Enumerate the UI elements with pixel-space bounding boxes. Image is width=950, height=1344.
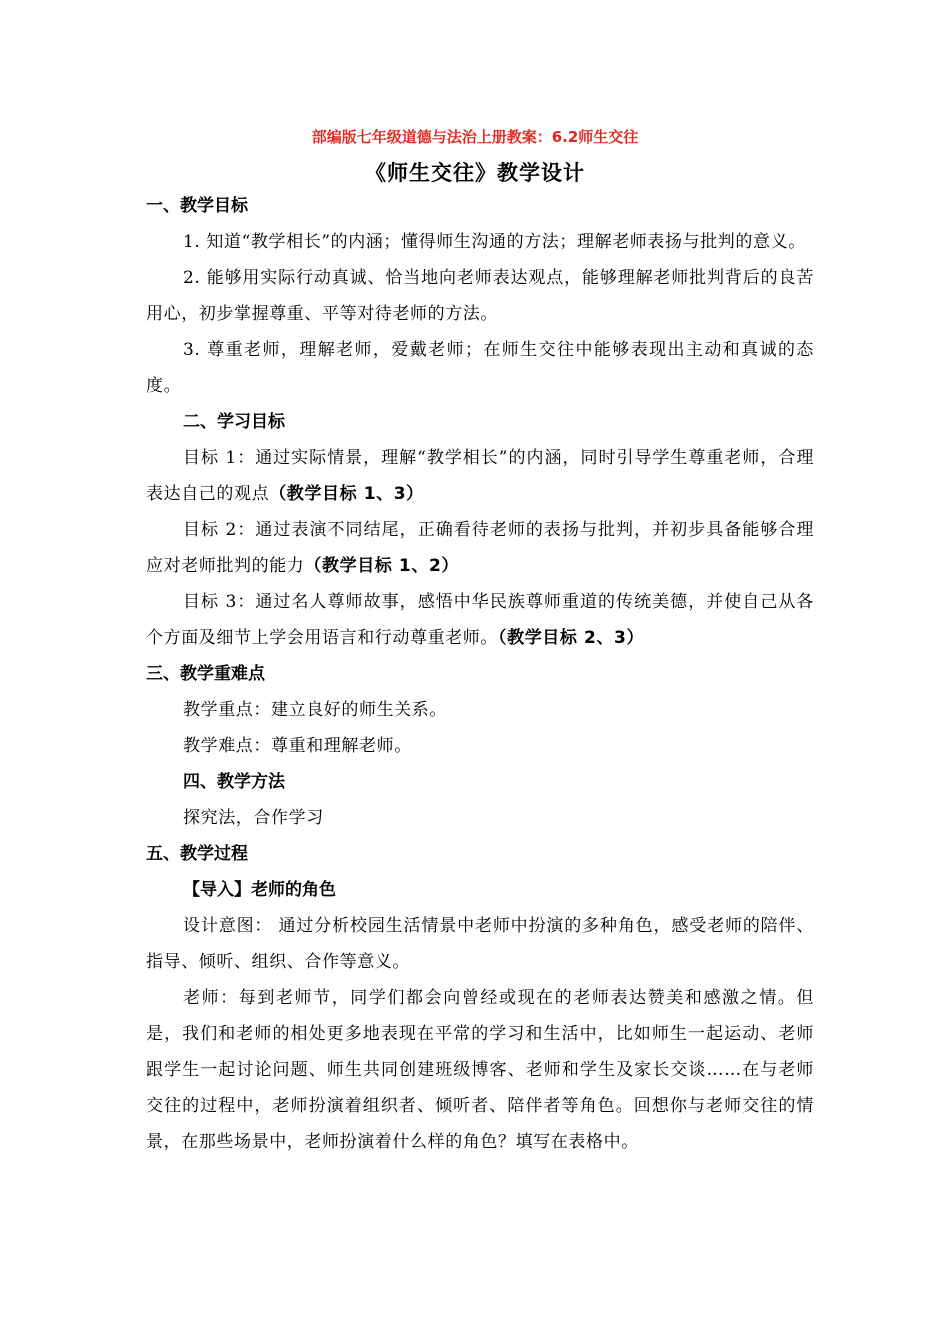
- section-heading-methods: 四、教学方法: [183, 772, 285, 792]
- learning-goal-2-text: 目标 2：通过表演不同结尾，正确看待老师的表扬与批判，并初步具备能够合理应对老师批判的能力: [146, 520, 814, 576]
- teacher-narration: 老师：每到老师节，同学们都会向曾经或现在的老师表达赞美和感激之情。但是，我们和老师的相处更多地表现在平常的学习和生活中，比如师生一起运动、老师跟学生一起讨论问题、师生共同创建班级博客、老师和学生及家长交谈……在与老师交往的过程中，老师扮演着组织者、倾听者、陪伴者等角色。回想你与老师交往的情景，在那些场景中，老师扮演着什么样的角色？填写在表格中。: [146, 988, 814, 1152]
- intro-subheading: 【导入】老师的角色: [183, 880, 336, 900]
- learning-goal-3-ref: （教学目标 2、3）: [498, 628, 645, 648]
- learning-goal-1-ref: （教学目标 1、3）: [269, 484, 424, 504]
- section-heading-key-points: 三、教学重难点: [146, 664, 265, 684]
- key-point: 教学重点：建立良好的师生关系。: [183, 700, 447, 720]
- section-heading-teaching-goals: 一、教学目标: [146, 196, 248, 216]
- learning-goal-2: [146, 512, 814, 584]
- learning-goal-1-text: 目标 1：通过实际情景，理解“教学相长”的内涵，同时引导学生尊重老师，合理表达自己的观点: [146, 448, 814, 504]
- section-heading-learning-goals: 二、学习目标: [183, 412, 285, 432]
- document-header: 部编版七年级道德与法治上册教案：6.2师生交往: [311, 128, 639, 146]
- document-title: 《师生交往》教学设计: [365, 161, 585, 185]
- teaching-goal-2: 2. 能够用实际行动真诚、恰当地向老师表达观点，能够理解老师批判背后的良苦用心，初步掌握尊重、平等对待老师的方法。: [146, 268, 814, 324]
- learning-goal-1: [146, 440, 814, 512]
- design-intent: 设计意图： 通过分析校园生活情景中老师中扮演的多种角色，感受老师的陪伴、指导、倾听、组织、合作等意义。: [146, 916, 814, 972]
- learning-goal-2-ref: （教学目标 1、2）: [304, 556, 459, 576]
- teaching-goal-1: 1. 知道“教学相长”的内涵；懂得师生沟通的方法；理解老师表扬与批判的意义。: [183, 232, 806, 252]
- section-heading-process: 五、教学过程: [146, 844, 248, 864]
- document-body: [146, 188, 814, 1160]
- learning-goal-3-text: 目标 3：通过名人尊师故事，感悟中华民族尊师重道的传统美德，并使自己从各个方面及细节上学会用语言和行动尊重老师。: [146, 592, 814, 648]
- difficult-point: 教学难点：尊重和理解老师。: [183, 736, 412, 756]
- teaching-goal-3: 3. 尊重老师，理解老师，爱戴老师；在师生交往中能够表现出主动和真诚的态度。: [146, 340, 814, 396]
- teaching-methods: 探究法，合作学习: [183, 808, 324, 828]
- learning-goal-3: [146, 584, 814, 656]
